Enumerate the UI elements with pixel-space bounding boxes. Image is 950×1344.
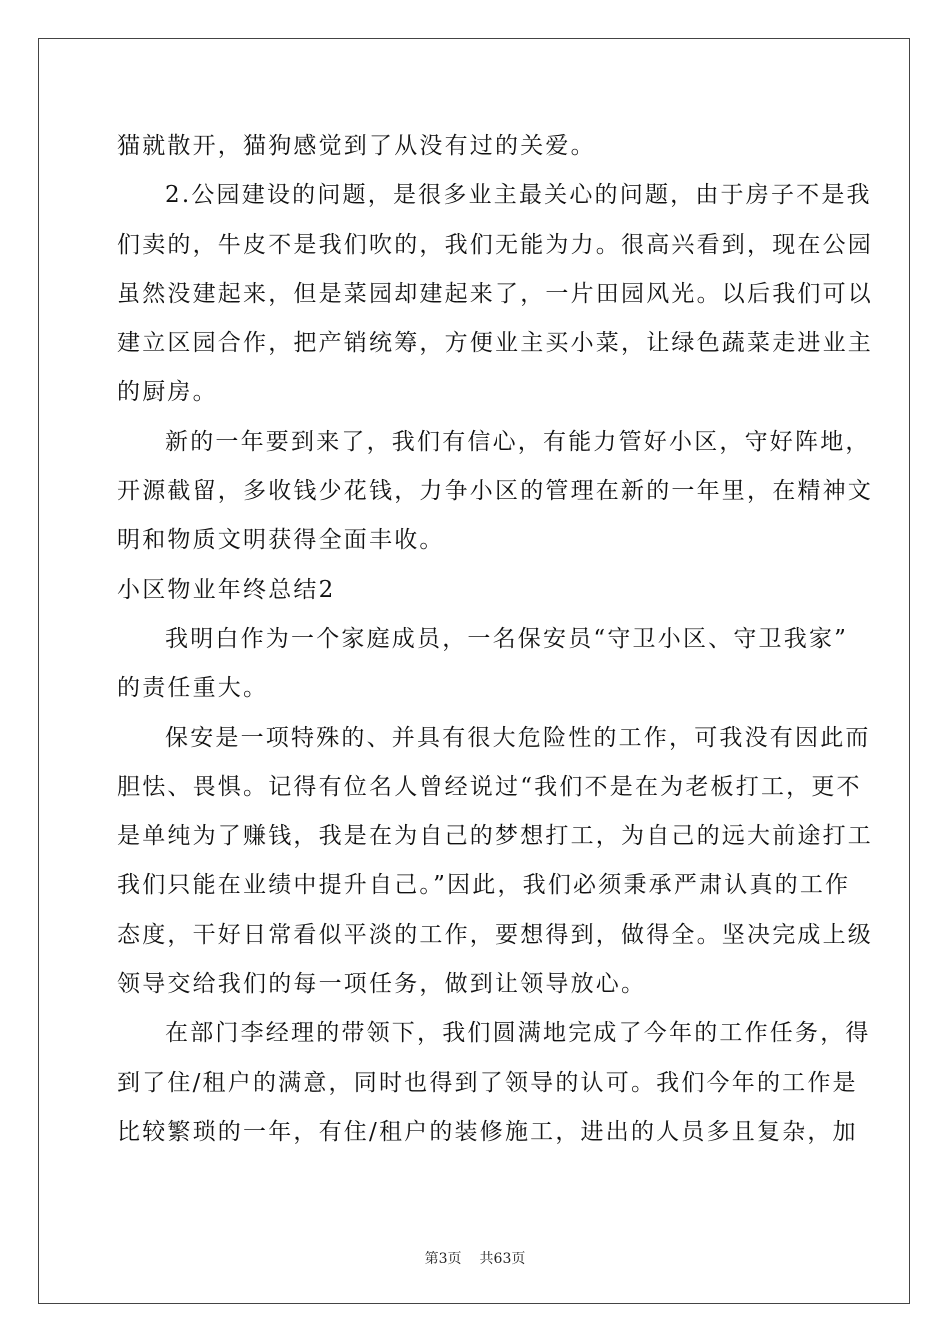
- text-line: 到了住/租户的满意，同时也得到了领导的认可。我们今年的工作是: [117, 1069, 858, 1096]
- text-line: 们卖的，牛皮不是我们吹的，我们无能为力。很高兴看到，现在公园: [117, 231, 873, 258]
- text-line: 胆怯、畏惧。记得有位名人曾经说过“我们不是在为老板打工，更不: [117, 773, 862, 800]
- text-line: 建立区园合作，把产销统筹，方便业主买小菜，让绿色蔬菜走进业主: [117, 330, 873, 357]
- text-line: 虽然没建起来，但是菜园却建起来了，一片田园风光。以后我们可以: [117, 280, 873, 307]
- text-line: 新的一年要到来了，我们有信心，有能力管好小区，守好阵地，: [165, 428, 871, 455]
- page-number: 第3页: [424, 1251, 462, 1267]
- text-line: 我明白作为一个家庭成员，一名保安员“守卫小区、守卫我家”: [165, 625, 849, 652]
- text-line: 2.公园建设的问题，是很多业主最关心的问题，由于房子不是我: [165, 182, 872, 209]
- text-line: 比较繁琐的一年，有住/租户的装修施工，进出的人员多且复杂，加: [117, 1118, 858, 1145]
- text-line: 领导交给我们的每一项任务，做到让领导放心。: [117, 971, 647, 998]
- page-footer: [0, 1248, 950, 1268]
- text-line: 保安是一项特殊的、并具有很大危险性的工作，可我没有因此而: [165, 724, 871, 751]
- text-line: 明和物质文明获得全面丰收。: [117, 527, 445, 554]
- text-line: 的责任重大。: [117, 675, 269, 702]
- text-line: 的厨房。: [117, 379, 218, 406]
- text-line: 我们只能在业绩中提升自己。”因此，我们必须秉承严肃认真的工作: [117, 872, 851, 899]
- text-line: 猫就散开，猫狗感觉到了从没有过的关爱。: [117, 133, 596, 159]
- text-line: 态度，干好日常看似平淡的工作，要想得到，做得全。坚决完成上级: [117, 921, 873, 948]
- page-total: 共63页: [479, 1251, 526, 1267]
- document-body: [117, 122, 873, 1157]
- text-line: 在部门李经理的带领下，我们圆满地完成了今年的工作任务，得: [165, 1020, 871, 1047]
- text-line: 开源截留，多收钱少花钱，力争小区的管理在新的一年里，在精神文: [117, 478, 873, 505]
- text-line: 是单纯为了赚钱，我是在为自己的梦想打工，为自己的远大前途打工: [117, 823, 873, 850]
- section-heading: 小区物业年终总结2: [117, 576, 336, 603]
